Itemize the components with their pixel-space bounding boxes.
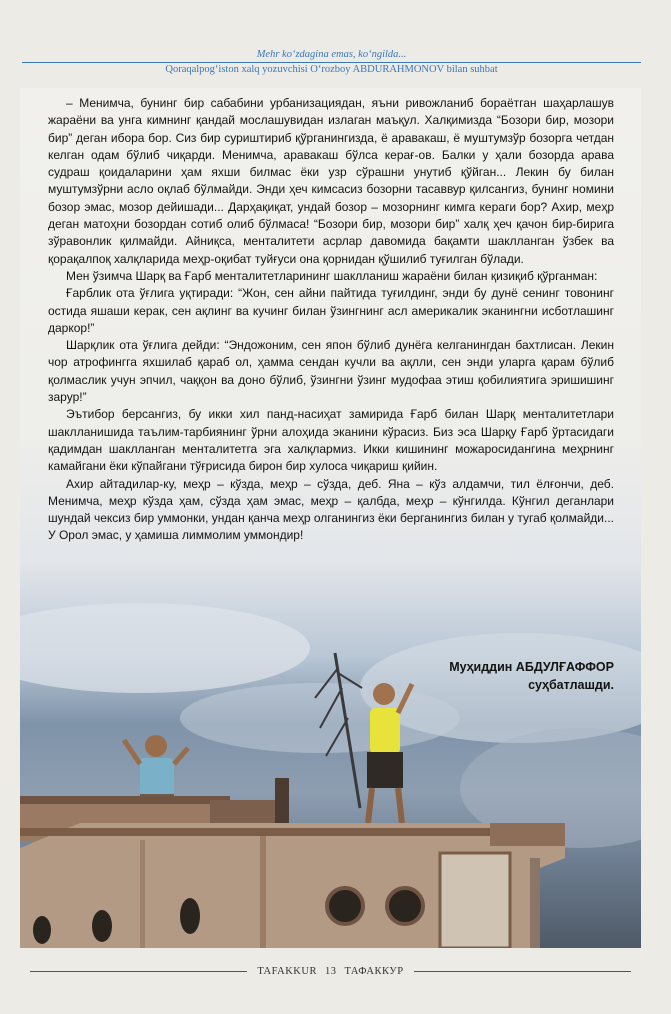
page-footer [20,962,641,980]
footer-rule-left [30,971,247,972]
interviewer-signature [449,658,614,694]
paragraph: Шарқлик ота ўғлига дейди: “Эндожоним, сен япон бўлиб дунёга келганингдан бахтлисан. Лекин чор атрофингга яхшилаб қараб ол, ҳамма сендан кучли ва ақлли, сен энди уларга қарам бўлиб қолмаслик учун эпчил, чаққон ва доно бўлиб, ўзингни ўзинг мудофаа этиш қобилиятига эришишинг зарур!” [48,338,614,405]
article-body [48,95,614,545]
footer-rule-right [414,971,631,972]
paragraph: Мен ўзимча Шарқ ва Ғарб менталитетларининг шаклланиш жараёни билан қизиқиб қўрганман: [66,268,598,283]
paragraph: Ахир айтадилар-ку, меҳр – кўзда, меҳр – сўзда, деб. Яна – кўз алдамчи, тил ёлғончи, деб. Менимча, меҳр кўзда ҳам, сўзда ҳам эмас, меҳр – қалбда, меҳр – кўнгилда. Кўнгил деганлари шундай чексиз бир уммонки, ундан қанча меҳр олганингиз ёки берганингиз билан у тугаб қолмайди... У Орол эмас, у ҳамиша лиммолим уммондир! [48,476,614,543]
interviewer-role: суҳбатлашди. [528,678,614,692]
running-head-subtitle: Qoraqalpog‘iston xalq yozuvchisi O‘rozboy ABDURAHMONOV bilan suhbat [165,64,498,75]
paragraph: Ғарблик ота ўғлига уқтиради: “Жон, сен айни пайтида туғилдинг, энди бу дунё сенинг товонинг остида яшаши керак, сен ақлинг ва кучинг билан ўзингнинг асл америкалик эканингни исботлашинг даркор!” [48,286,614,335]
paragraph: Эътибор берсангиз, бу икки хил панд-насиҳат замирида Ғарб билан Шарқ менталитетлари шаклланишида таълим-тарбиянинг ўрни алоҳида эканини кўрасиз. Биз эса Шарқу Ғарб ўртасидаги қадимдан шаклланган менталитетга эга халқлармиз. Икки кишининг можаросидангина меҳрнинг камайгани ёки кўпайгани тўғрисида бирон бир хулоса чиқариш қийин. [48,407,614,474]
footer-magazine-latin: TAFAKKUR [257,965,317,977]
running-head [20,48,643,77]
running-head-title: Mehr ko‘zdagina emas, ko‘ngilda... [256,49,407,60]
interviewer-name: Муҳиддин АБДУЛҒАФФОР [449,660,614,674]
page-number: 13 [324,965,337,977]
paragraph: – Менимча, бунинг бир сабабини урбанизациядан, яъни ривожланиб бораётган шаҳарлашув жараёни ва унга кимнинг қандай мослашувидан излаган маъқул. Халқимизда “Бозори бир, мозори бир” деган ибора бор. Сиз бир суриштириб қўрганингизда, ё аравакаш, ё муштумзўр бозорга четдан келган одам бўлиб чиқарди. Менимча, аравакаш бўлса керағ-ов. Балки у ҳали бозорда арава судраш қоидаларини ҳам яхши билмас ёки узр сўрашни унутиб қўйган... Лекин бу билан муштумзўрни асло оқлаб бўлмайди. Энди ҳеч кимсасиз бозорни тасаввур қилсангиз, бунинг номини бозор эмас, мозор дейишади... Дарҳақиқат, ундай бозор – мозорнинг кимга кераги бор? Ахир, меҳр деган матоҳни бозордан сотиб олиб бўлмаса! “Бозори бир, мозори бир” халқ ҳеч қачон бир-бирига зўравонлик қилмайди. Айниқса, менталитети асрлар давомида бақамти шаклланган ўзбек ва қорақалпоқ халқларида меҳр-оқибат туйғуси она қорнидан қўшилиб туғилган бўлади. [48,96,614,266]
footer-magazine-cyrillic: ТАФАККУР [344,965,404,977]
